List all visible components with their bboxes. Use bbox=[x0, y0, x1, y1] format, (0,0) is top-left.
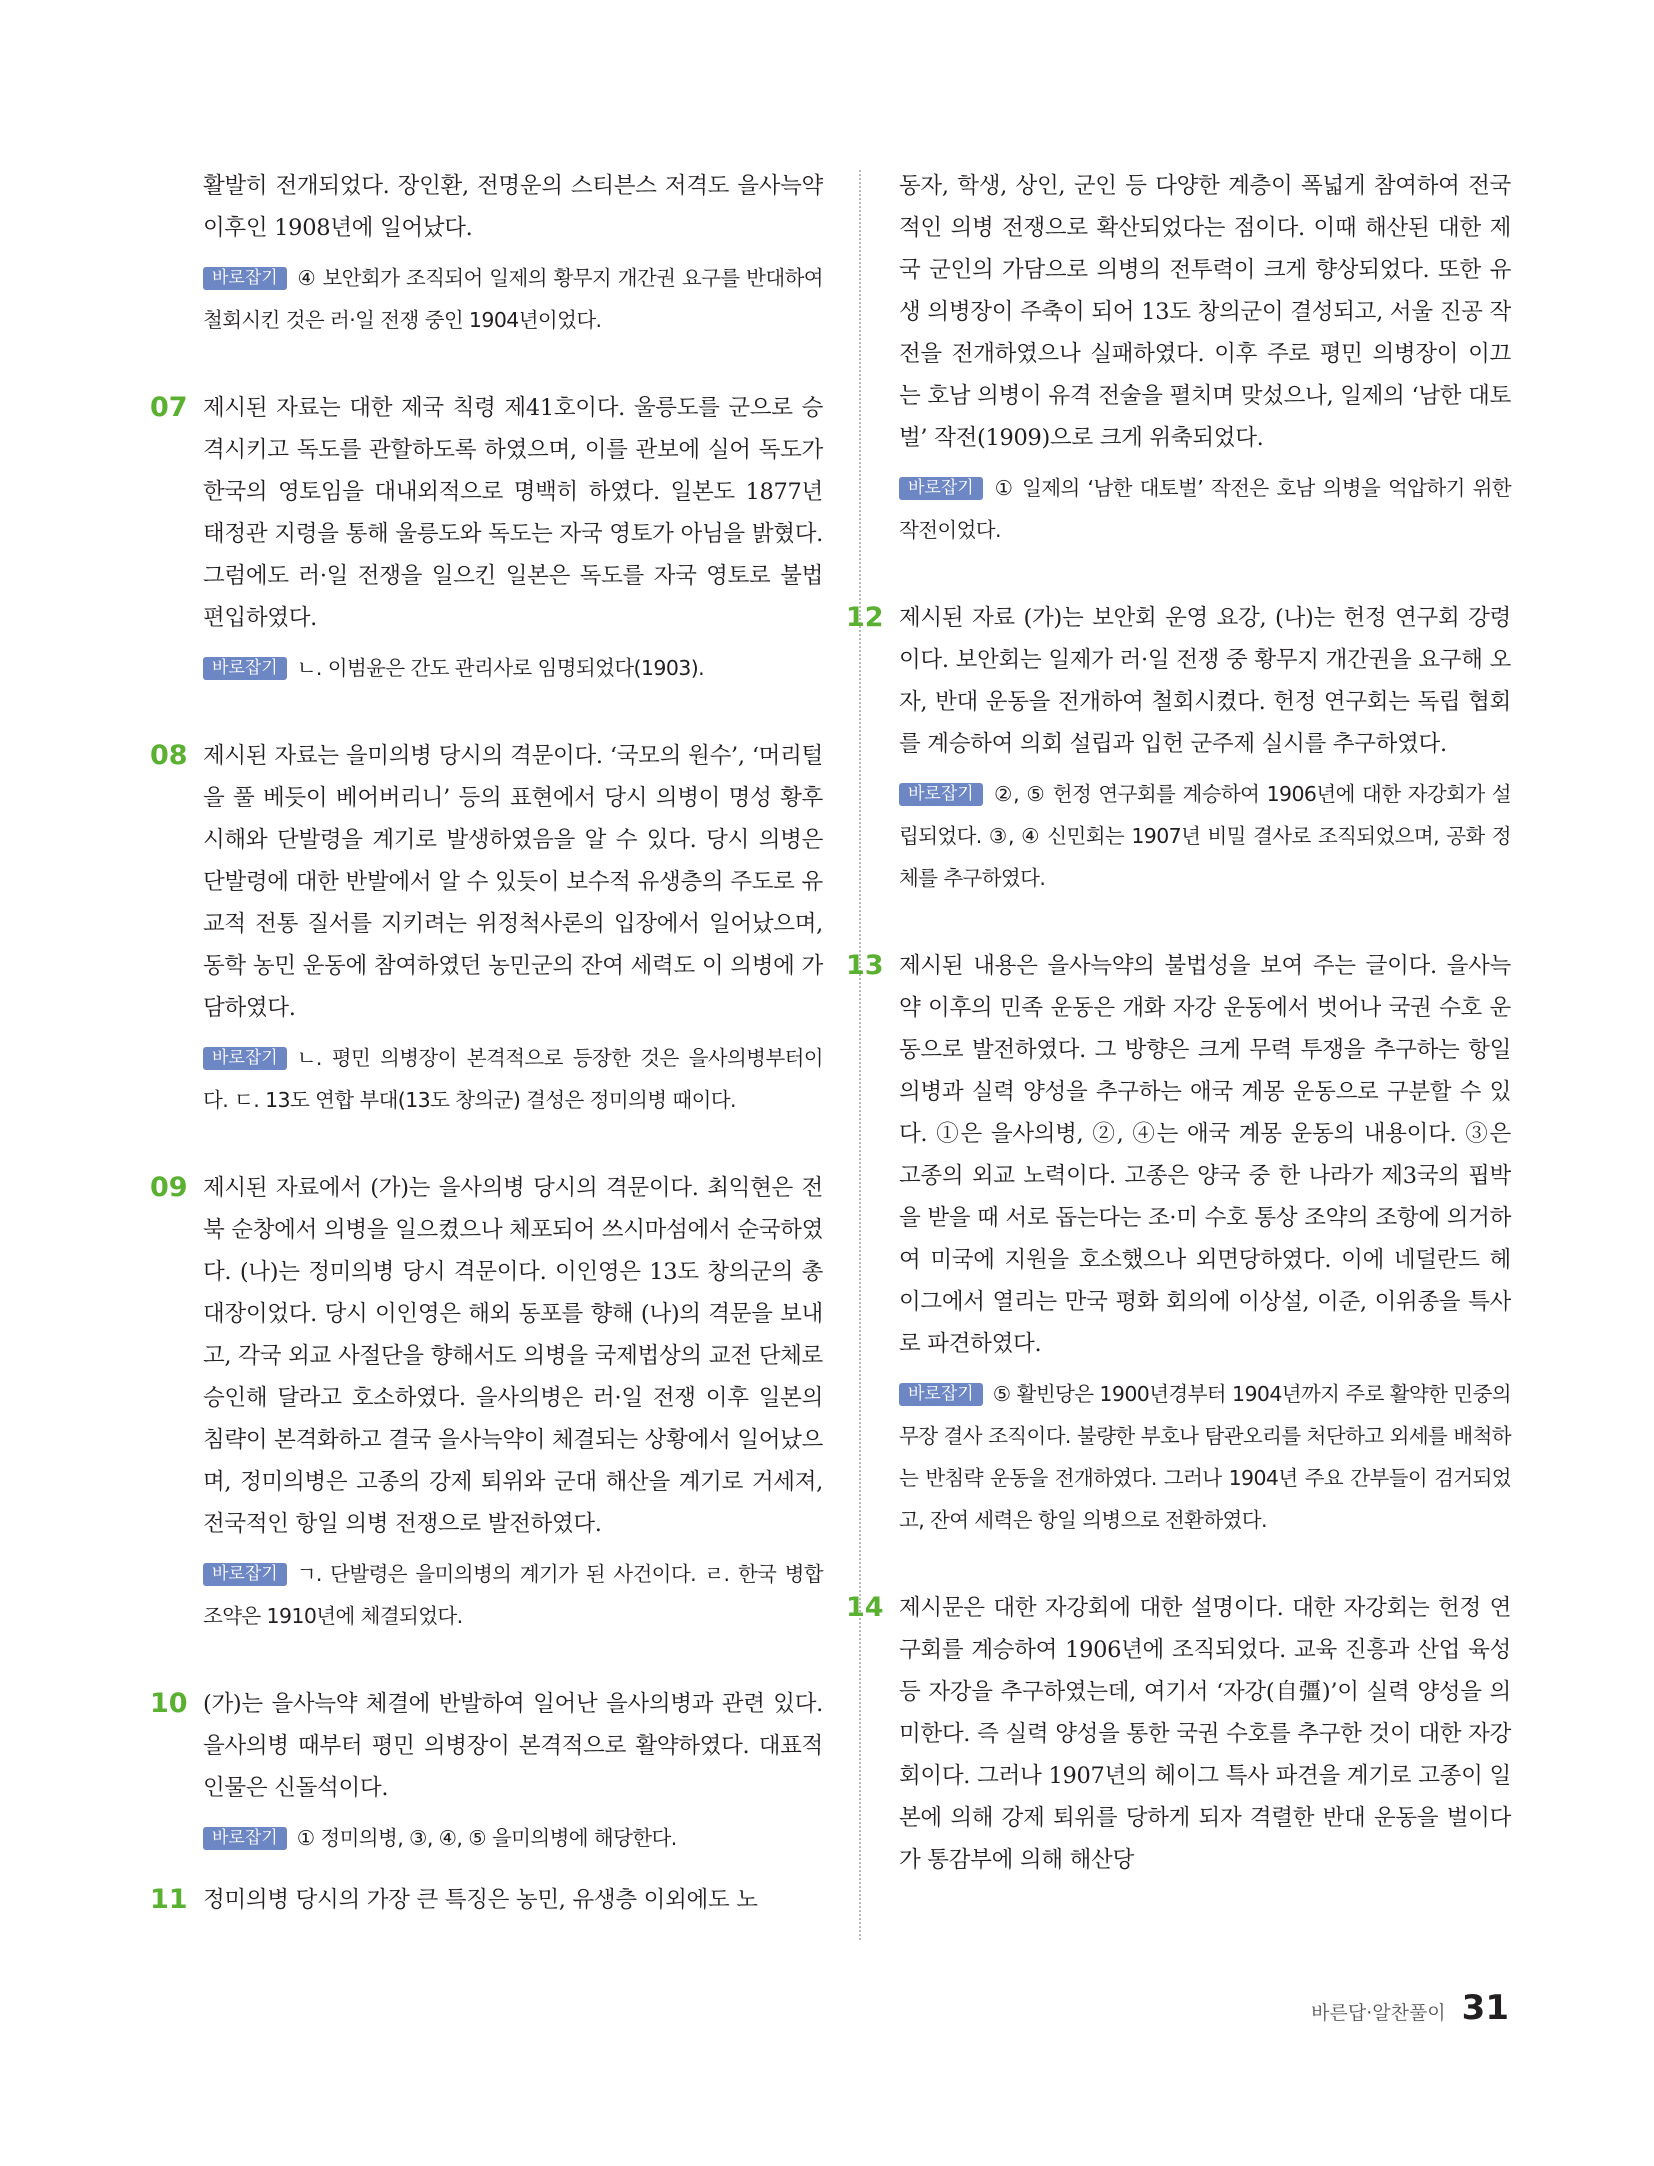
correction-text: ㄴ. 평민 의병장이 본격적으로 등장한 것은 을사의병부터이다. ㄷ. 13도 연합 부대(13도 창의군) 결성은 정미의병 때이다. bbox=[203, 1046, 823, 1112]
question-number: 10 bbox=[150, 1688, 188, 1719]
question-number: 08 bbox=[150, 740, 188, 771]
page-number: 31 bbox=[1461, 1988, 1509, 2028]
continued-paragraph: 활발히 전개되었다. 장인환, 전명운의 스티븐스 저격도 을사늑약 이후인 1908년에 일어났다. bbox=[203, 173, 823, 241]
answer-explanation: 제시된 자료는 대한 제국 칙령 제41호이다. 울릉도를 군으로 승격시키고 독도를 관할하도록 하였으며, 이를 관보에 실어 독도가 한국의 영토임을 대내외적으로 명백히 하였다. 일본도 1877년 태정관 지령을 통해 울릉도와 독도는 자국 영토가 아님을 밝혔다. 그럼에도 러·일 전쟁을 일으킨 일본은 독도를 자국 영토로 불법 편입하였다. bbox=[203, 395, 823, 631]
answer-explanation: 제시된 내용은 을사늑약의 불법성을 보여 주는 글이다. 을사늑약 이후의 민족 운동은 개화 자강 운동에서 벗어나 국권 수호 운동으로 발전하였다. 그 방향은 크게 무력 투쟁을 추구하는 항일 의병과 실력 양성을 추구하는 애국 계몽 운동으로 구분할 수 있다. ①은 을사의병, ②, ④는 애국 계몽 운동의 내용이다. ③은 고종의 외교 노력이다. 고종은 양국 중 한 나라가 제3국의 핍박을 받을 때 서로 돕는다는 조·미 수호 통상 조약의 조항에 의거하여 미국에 지원을 호소했으나 외면당하였다. 이에 네덜란드 헤이그에서 열리는 만국 평화 회의에 이상설, 이준, 이위종을 특사로 파견하였다. bbox=[899, 953, 1511, 1357]
correction-text: ㄴ. 이범윤은 간도 관리사로 임명되었다(1903). bbox=[296, 656, 705, 680]
continued-paragraph: 동자, 학생, 상인, 군인 등 다양한 계층이 폭넓게 참여하여 전국적인 의병 전쟁으로 확산되었다는 점이다. 이때 해산된 대한 제국 군인의 가담으로 의병의 전투력이 크게 향상되었다. 또한 유생 의병장이 주축이 되어 13도 창의군이 결성되고, 서울 진공 작전을 전개하였으나 실패하였다. 이후 주로 평민 의병장이 이끄는 호남 의병이 유격 전술을 펼치며 맞섰으나, 일제의 ‘남한 대토벌’ 작전(1909)으로 크게 위축되었다. bbox=[899, 173, 1511, 451]
answer-item-13 bbox=[846, 945, 1511, 1541]
correction-note bbox=[899, 467, 1511, 551]
answer-explanation: (가)는 을사늑약 체결에 반발하여 일어난 을사의병과 관련 있다. 을사의병 때부터 평민 의병장이 본격적으로 활약하였다. 대표적 인물은 신돌석이다. bbox=[203, 1691, 823, 1801]
question-number: 11 bbox=[150, 1884, 188, 1915]
correction-note bbox=[203, 1817, 823, 1859]
correction-text: ⑤ 활빈당은 1900년경부터 1904년까지 주로 활약한 민중의 무장 결사 조직이다. 불량한 부호나 탐관오리를 처단하고 외세를 배척하는 반침략 운동을 전개하였다. 그러나 1904년 주요 간부들이 검거되었고, 잔여 세력은 항일 의병으로 전환하였다. bbox=[899, 1382, 1511, 1532]
correction-note bbox=[203, 1553, 823, 1637]
answer-explanation: 제시된 자료 (가)는 보안회 운영 요강, (나)는 헌정 연구회 강령이다. 보안회는 일제가 러·일 전쟁 중 황무지 개간권을 요구해 오자, 반대 운동을 전개하여 철회시켰다. 헌정 연구회는 독립 협회를 계승하여 의회 설립과 입헌 군주제 실시를 추구하였다. bbox=[899, 605, 1511, 757]
question-number: 12 bbox=[846, 602, 884, 633]
correction-text: ① 일제의 ‘남한 대토벌’ 작전은 호남 의병을 억압하기 위한 작전이었다. bbox=[899, 476, 1511, 542]
correction-badge: 바로잡기 bbox=[203, 1563, 287, 1586]
answer-item-12 bbox=[846, 597, 1511, 899]
right-column bbox=[846, 165, 1511, 1881]
answer-explanation: 제시된 자료는 을미의병 당시의 격문이다. ‘국모의 원수’, ‘머리털을 풀 베듯이 베어버리니’ 등의 표현에서 당시 의병이 명성 황후 시해와 단발령을 계기로 발생하였음을 알 수 있다. 당시 의병은 단발령에 대한 반발에서 알 수 있듯이 보수적 유생층의 주도로 유교적 전통 질서를 지키려는 위정척사론의 입장에서 일어났으며, 동학 농민 운동에 참여하였던 농민군의 잔여 세력도 이 의병에 가담하였다. bbox=[203, 743, 823, 1021]
question-number: 14 bbox=[846, 1592, 884, 1623]
answer-item-14 bbox=[846, 1587, 1511, 1881]
answer-item-08 bbox=[150, 735, 823, 1121]
book-section-label: 바른답·알찬풀이 bbox=[1311, 2002, 1446, 2024]
correction-text: ㄱ. 단발령은 을미의병의 계기가 된 사건이다. ㄹ. 한국 병합 조약은 1910년에 체결되었다. bbox=[203, 1562, 823, 1628]
correction-badge: 바로잡기 bbox=[203, 1827, 287, 1850]
correction-text: ②, ⑤ 헌정 연구회를 계승하여 1906년에 대한 자강회가 설립되었다. ③, ④ 신민회는 1907년 비밀 결사로 조직되었으며, 공화 정체를 추구하였다. bbox=[899, 782, 1511, 890]
correction-note bbox=[203, 257, 823, 341]
correction-badge: 바로잡기 bbox=[899, 783, 983, 806]
correction-badge: 바로잡기 bbox=[899, 1383, 983, 1406]
page-footer bbox=[1311, 1988, 1509, 2028]
answer-explanation: 정미의병 당시의 가장 큰 특징은 농민, 유생층 이외에도 노 bbox=[203, 1887, 758, 1913]
answer-explanation: 제시문은 대한 자강회에 대한 설명이다. 대한 자강회는 헌정 연구회를 계승하여 1906년에 조직되었다. 교육 진흥과 산업 육성 등 자강을 추구하였는데, 여기서 ‘자강(自彊)’이 실력 양성을 의미한다. 즉 실력 양성을 통한 국권 수호를 추구한 것이 대한 자강회이다. 그러나 1907년의 헤이그 특사 파견을 계기로 고종이 일본에 의해 강제 퇴위를 당하게 되자 격렬한 반대 운동을 벌이다가 통감부에 의해 해산당 bbox=[899, 1595, 1511, 1873]
question-number: 09 bbox=[150, 1172, 188, 1203]
answer-item-07 bbox=[150, 387, 823, 689]
question-number: 07 bbox=[150, 392, 188, 423]
answer-item-09 bbox=[150, 1167, 823, 1637]
correction-note bbox=[899, 1373, 1511, 1541]
correction-badge: 바로잡기 bbox=[203, 657, 287, 680]
correction-note bbox=[899, 773, 1511, 899]
answer-item-11 bbox=[150, 1879, 823, 1921]
correction-text: ① 정미의병, ③, ④, ⑤ 을미의병에 해당한다. bbox=[296, 1826, 677, 1850]
answer-item-10 bbox=[150, 1683, 823, 1859]
question-number: 13 bbox=[846, 950, 884, 981]
left-column bbox=[150, 165, 823, 1921]
correction-badge: 바로잡기 bbox=[899, 477, 983, 500]
column-divider bbox=[859, 170, 861, 1940]
correction-badge: 바로잡기 bbox=[203, 1047, 287, 1070]
answer-explanation: 제시된 자료에서 (가)는 을사의병 당시의 격문이다. 최익현은 전북 순창에서 의병을 일으켰으나 체포되어 쓰시마섬에서 순국하였다. (나)는 정미의병 당시 격문이다. 이인영은 13도 창의군의 총대장이었다. 당시 이인영은 해외 동포를 향해 (나)의 격문을 보내고, 각국 외교 사절단을 향해서도 의병을 국제법상의 교전 단체로 승인해 달라고 호소하였다. 을사의병은 러·일 전쟁 이후 일본의 침략이 본격화하고 결국 을사늑약이 체결되는 상황에서 일어났으며, 정미의병은 고종의 강제 퇴위와 군대 해산을 계기로 거세져, 전국적인 항일 의병 전쟁으로 발전하였다. bbox=[203, 1175, 823, 1537]
correction-badge: 바로잡기 bbox=[203, 267, 287, 290]
correction-text: ④ 보안회가 조직되어 일제의 황무지 개간권 요구를 반대하여 철회시킨 것은 러·일 전쟁 중인 1904년이었다. bbox=[203, 266, 823, 332]
correction-note bbox=[203, 1037, 823, 1121]
correction-note bbox=[203, 647, 823, 689]
